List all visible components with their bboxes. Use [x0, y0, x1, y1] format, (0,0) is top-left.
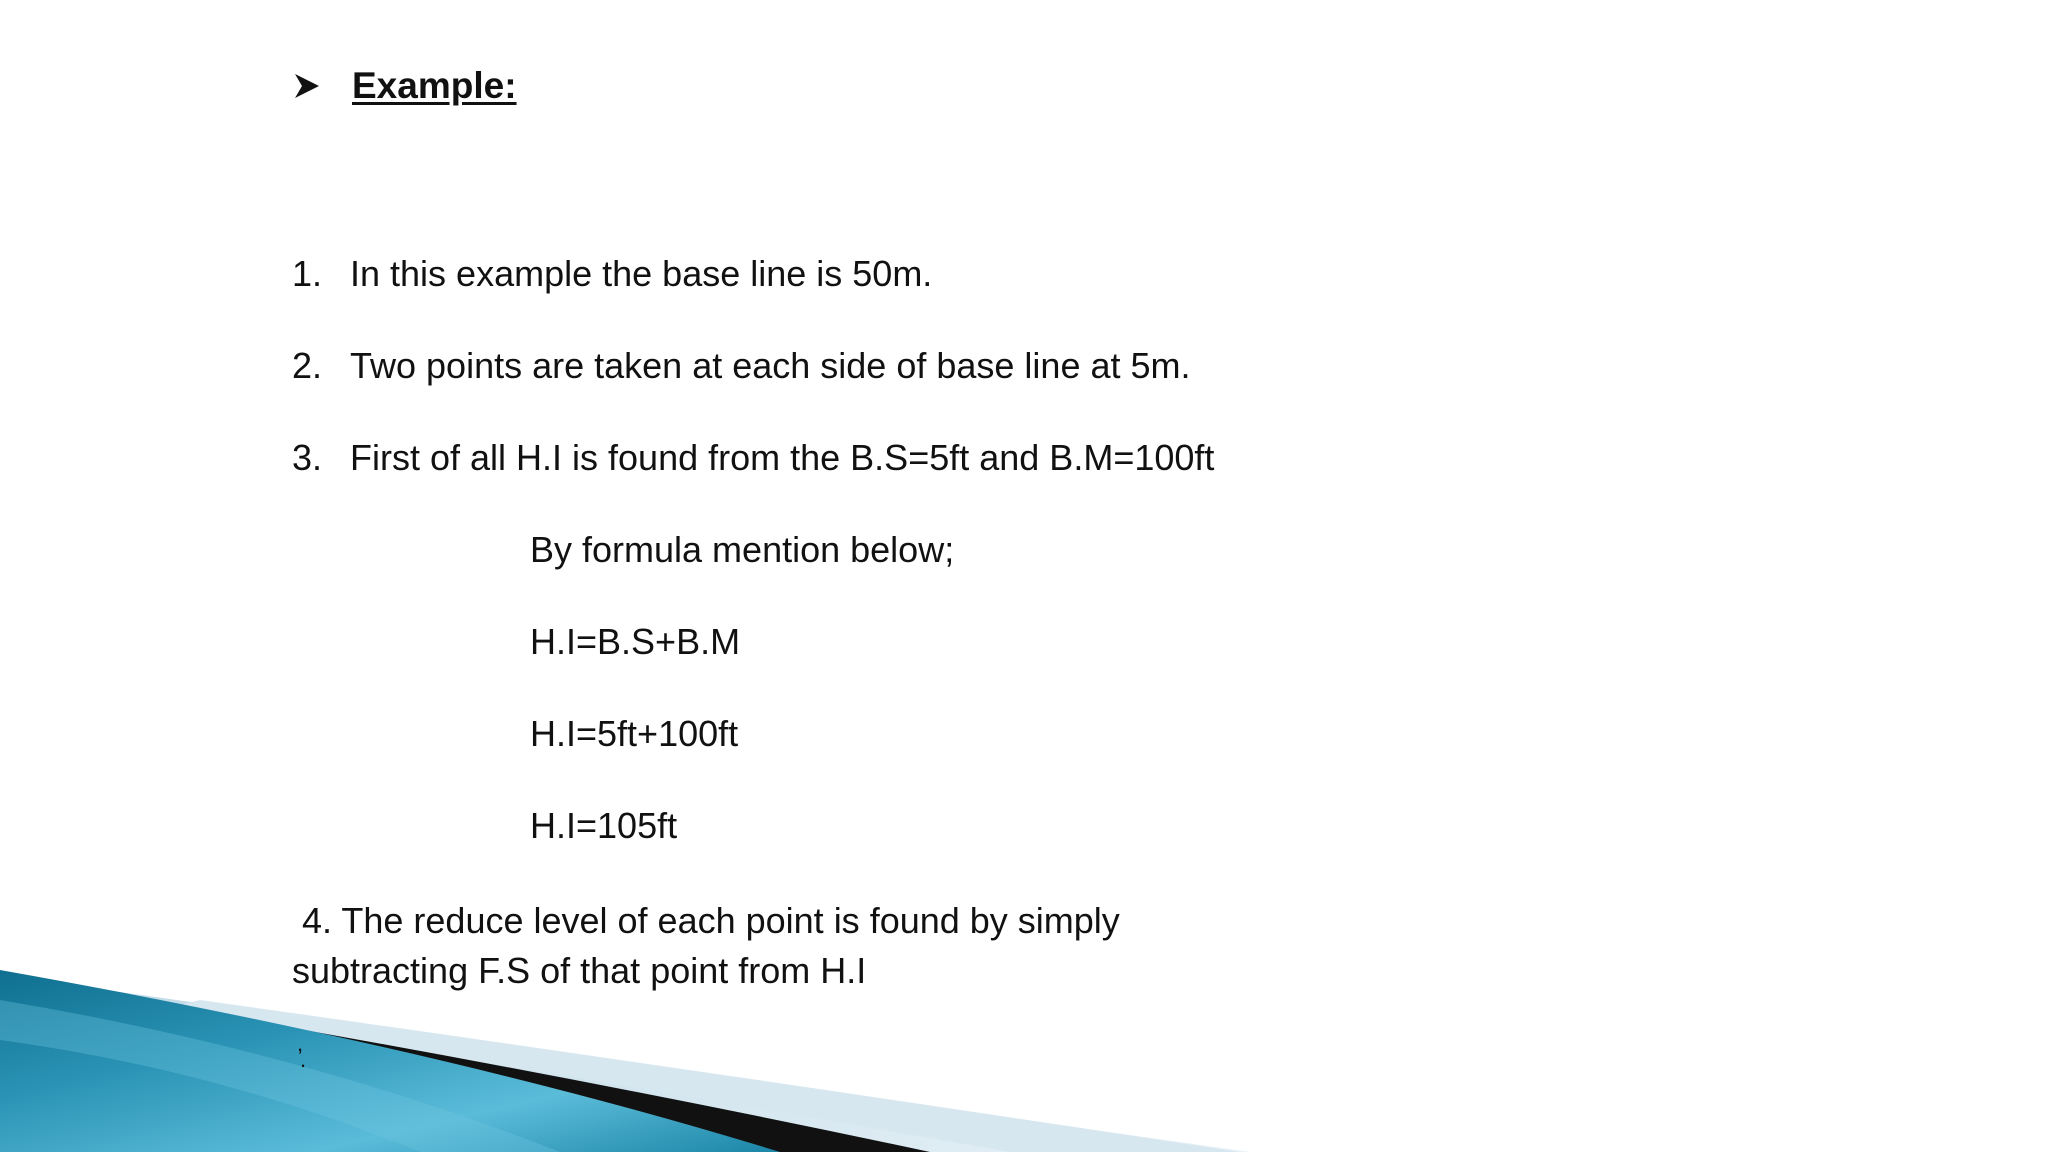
formula-line-2: H.I=5ft+100ft: [530, 713, 739, 754]
list-item-text: In this example the base line is 50m.: [350, 253, 933, 294]
stray-comma: ,: [297, 1031, 304, 1056]
list-item-4: [292, 896, 1292, 996]
formula-intro: By formula mention below;: [530, 529, 955, 570]
stray-mark: [297, 1033, 306, 1071]
list-item-4-line-1: 4. The reduce level of each point is found by simply: [292, 900, 1120, 941]
formula-line-3: H.I=105ft: [530, 805, 678, 846]
slide-heading: [292, 66, 517, 107]
stray-dot: .: [300, 1047, 307, 1072]
list-item-number: 2.: [292, 345, 323, 386]
list-item-3: [292, 438, 1214, 478]
list-item-text: Two points are taken at each side of base line at 5m.: [350, 345, 1191, 386]
list-item-4-line-2: subtracting F.S of that point from H.I: [292, 950, 867, 991]
list-item-1: [292, 254, 932, 294]
list-item-text: First of all H.I is found from the B.S=5ft and B.M=100ft: [350, 437, 1215, 478]
heading-title: Example:: [352, 65, 517, 106]
list-item-2: [292, 346, 1191, 386]
list-item-number: 1.: [292, 253, 323, 294]
list-item-number: 3.: [292, 437, 323, 478]
formula-line-1: H.I=B.S+B.M: [530, 621, 741, 662]
arrowhead-bullet-icon: [292, 71, 322, 101]
